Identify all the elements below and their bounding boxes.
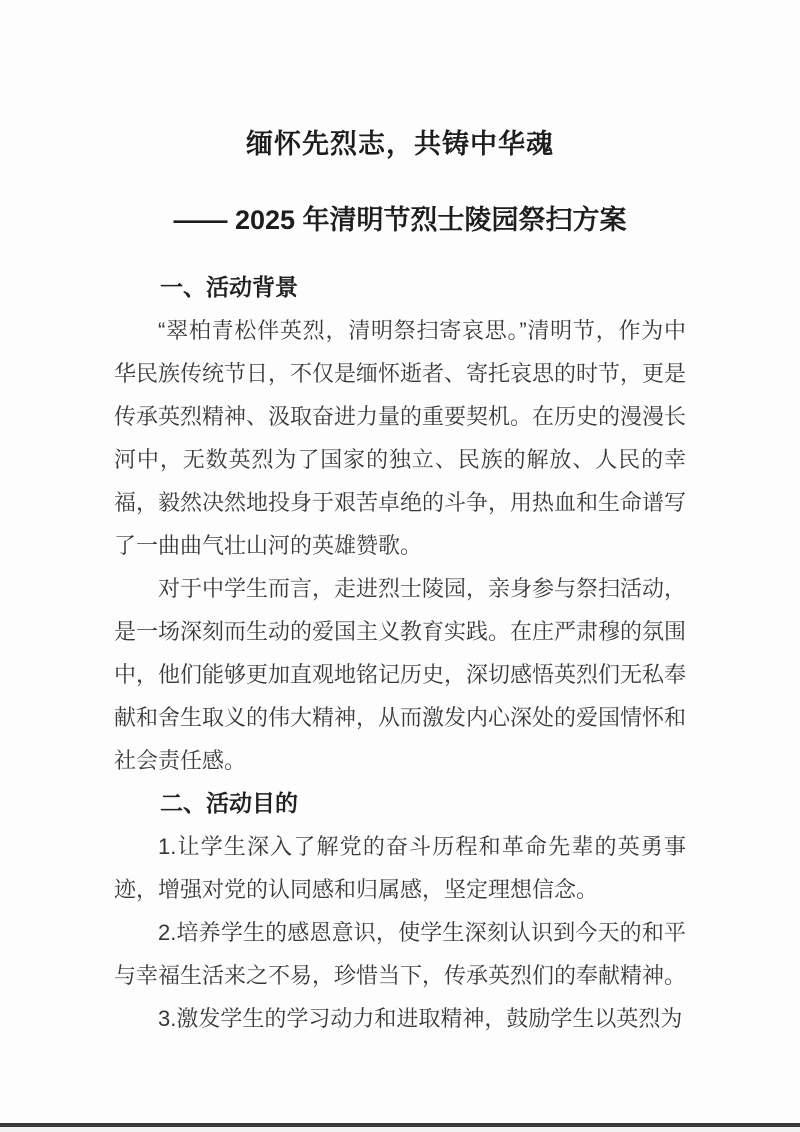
- document-subtitle: —— 2025 年清明节烈士陵园祭扫方案: [173, 205, 627, 235]
- purpose-item-2: 2.培养学生的感恩意识，使学生深刻认识到今天的和平与幸福生活来之不易，珍惜当下，传承英烈们的奉献精神。: [114, 920, 687, 988]
- page-bottom-edge-line: [0, 1123, 800, 1127]
- document-title: 缅怀先烈志，共铸中华魂: [246, 129, 554, 159]
- purpose-item-3: 3.激发学生的学习动力和进取精神，鼓励学生以英烈为: [158, 1006, 683, 1031]
- background-paragraph-2: 对于中学生而言，走进烈士陵园，亲身参与祭扫活动，是一场深刻而生动的爱国主义教育实践。在庄严肃穆的氛围中，他们能够更加直观地铭记历史，深切感悟英烈们无私奉献和舍生取义的伟大精神，从而激发内心深处的爱国情怀和社会责任感。: [114, 576, 687, 773]
- section-heading-purpose: 二、活动目的: [160, 790, 298, 816]
- purpose-item-1: 1.让学生深入了解党的奋斗历程和革命先辈的英勇事迹，增强对党的认同感和归属感，坚定理想信念。: [114, 834, 686, 902]
- page-bottom-strip: [0, 1127, 800, 1132]
- background-paragraph-1: “翠柏青松伴英烈，清明祭扫寄哀思。”清明节，作为中华民族传统节日，不仅是缅怀逝者、寄托哀思的时节，更是传承英烈精神、汲取奋进力量的重要契机。在历史的漫漫长河中，无数英烈为了国家的独立、民族的解放、人民的幸福，毅然决然地投身于艰苦卓绝的斗争，用热血和生命谱写了一曲曲气壮山河的英雄赞歌。: [114, 318, 687, 558]
- section-heading-background: 一、活动背景: [160, 274, 298, 300]
